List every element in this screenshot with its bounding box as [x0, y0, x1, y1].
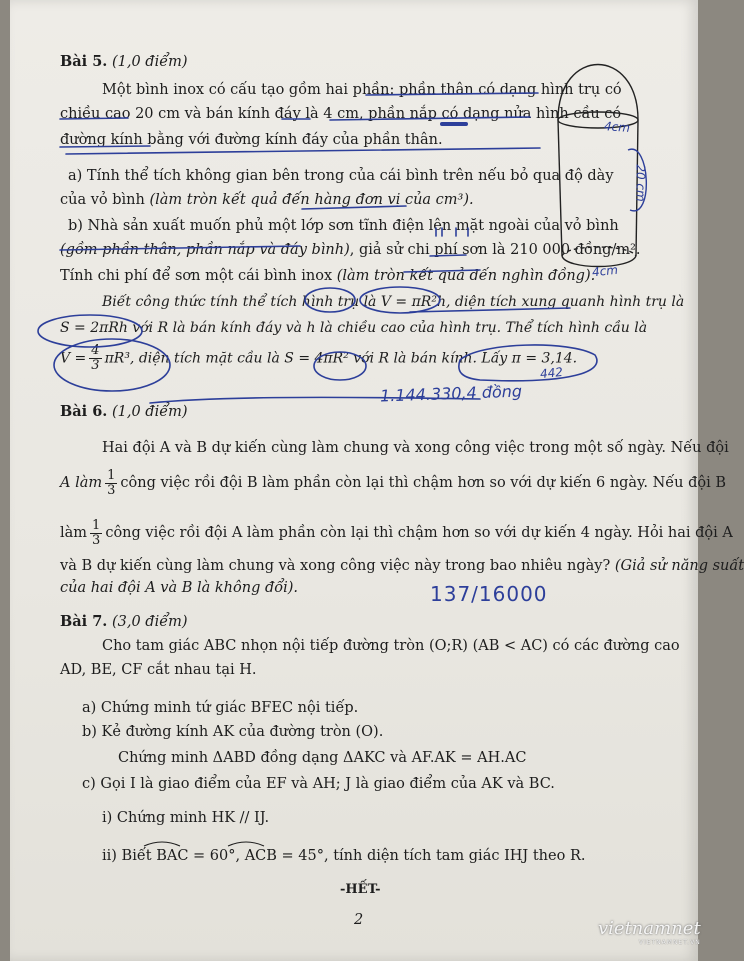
bai7-part-b2: Chứng minh ΔABD đồng dạng ΔAKC và AF.AK = AH.AC	[118, 750, 527, 766]
bai7-part-a: a) Chứng minh tứ giác BFEC nội tiếp.	[82, 700, 359, 716]
bai7-line1: Cho tam giác ABC nhọn nội tiếp đường tròn (O;R) (AB < AC) có các đường cao	[102, 638, 680, 654]
bai5-intro-line3: đường kính bằng với đường kính đáy của phần thân.	[60, 132, 443, 148]
bai6-line5: của hai đội A và B là không đổi).	[60, 580, 299, 596]
page-number: 2	[354, 912, 364, 928]
bai5-intro-line1: Một bình inox có cấu tạo gồm hai phần: phần thân có dạng hình trụ có	[102, 82, 622, 98]
bai7-part-b: b) Kẻ đường kính AK của đường tròn (O).	[82, 724, 384, 740]
bai5-intro-line2: chiều cao 20 cm và bán kính đáy là 4 cm, phần nắp có dạng nửa hình cầu có	[60, 106, 622, 122]
bai5-question-a-line1: a) Tính thể tích không gian bên trong của cái bình trên nếu bỏ qua độ dày	[68, 168, 614, 184]
handwritten-height: 20 cm	[633, 164, 648, 202]
bai6-line1: Hai đội A và B dự kiến cùng làm chung và xong công việc trong một số ngày. Nếu đội	[102, 440, 729, 456]
bai7-part-c: c) Gọi I là giao điểm của EF và AH; J là giao điểm của AK và BC.	[82, 776, 555, 792]
exam-page	[10, 0, 744, 961]
bai6-line4: và B dự kiến cùng làm chung và xong công việc này trong bao nhiêu ngày? (Giả sử năng suất	[60, 558, 744, 574]
bai5-question-a-line2: của vỏ bình (làm tròn kết quả đến hàng đơn vị của cm³).	[60, 192, 474, 208]
bai7-title: Bài 7. (3,0 điểm)	[60, 613, 188, 630]
end-mark: -HẾT-	[340, 882, 381, 897]
bai7-line2: AD, BE, CF cắt nhau tại H.	[60, 662, 257, 678]
bai5-question-b-line1: b) Nhà sản xuất muốn phủ một lớp sơn tĩnh điện lên mặt ngoài của vỏ bình	[68, 218, 619, 234]
bai6-line3: làm $\frac{1}{3}$ công việc rồi đội A làm phần còn lại thì chậm hơn so với dự kiến 4 ngày. Hỏi hai đội A	[60, 517, 733, 548]
bai7-part-c-i: i) Chứng minh HK // IJ.	[102, 810, 270, 826]
vietnamnet-watermark: vietnamnet VIETNAMNET.VN	[598, 918, 701, 946]
bai5-title: Bài 5. (1,0 điểm)	[60, 53, 188, 70]
bai6-title: Bài 6. (1,0 điểm)	[60, 403, 188, 420]
handwritten-bottom-radius: 4cm	[591, 262, 619, 280]
handwritten-fragment: 442	[539, 364, 564, 382]
bai5-hint-line3: V = $\frac{4}{3}$ πR³, diện tích mặt cầu là S = 4πR² với R là bán kính. Lấy π = 3,14.	[60, 343, 578, 373]
bai5-question-b-line3: Tính chi phí để sơn một cái bình inox (làm tròn kết quả đến nghìn đồng).	[60, 268, 596, 284]
bai5-question-b-line2: (gồm phần thân, phần nắp và đáy bình), giả sử chi phí sơn là 210 000 đồng/m².	[60, 242, 641, 258]
handwritten-top-radius: 4cm	[603, 119, 631, 135]
bai5-hint-line2: S = 2πRh với R là bán kính đáy và h là chiều cao của hình trụ. Thể tích hình cầu là	[60, 320, 648, 336]
handwritten-cost-answer: 1.144.330,4 đồng	[379, 381, 523, 406]
bai7-part-c-ii: ii) Biết BAC = 60°, ACB = 45°, tính diện tích tam giác IHJ theo R.	[102, 848, 586, 864]
bai5-hint-line1: Biết công thức tính thể tích hình trụ là V = πR²h, diện tích xung quanh hình trụ là	[102, 294, 685, 310]
handwritten-days-answer: 137/16000	[430, 582, 548, 606]
bai6-line2: A làm $\frac{1}{3}$ công việc rồi đội B làm phần còn lại thì chậm hơn so với dự kiến 6 ngày. Nếu đội B	[60, 467, 727, 498]
